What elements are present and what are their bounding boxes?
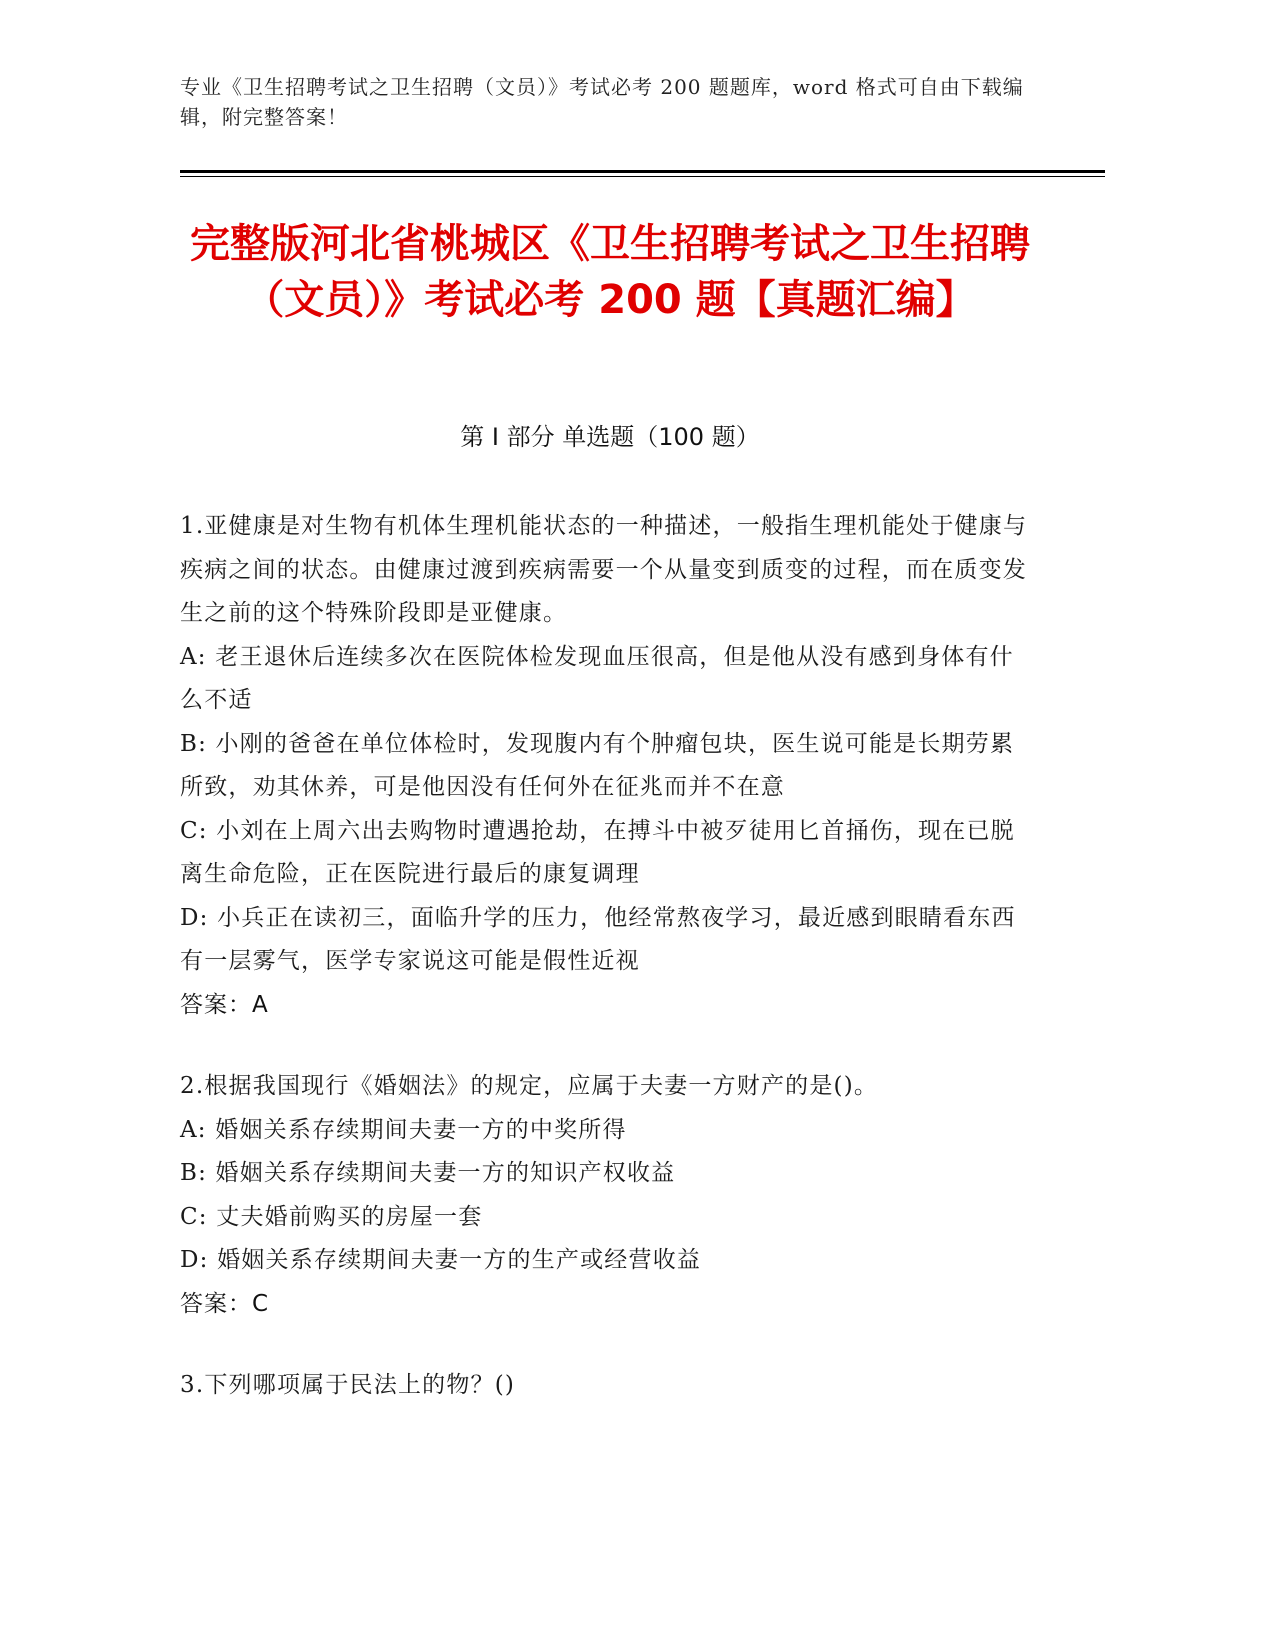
answer-text: 答案：C	[180, 1290, 270, 1317]
question-text: 3.下列哪项属于民法上的物？()	[180, 1372, 516, 1398]
option-c: C: 小刘在上周六出去购物时遭遇抢劫，在搏斗中被歹徒用匕首捅伤，现在已脱离生命危险，正在医院进行最后的康复调理	[180, 817, 1015, 887]
option-d: D: 婚姻关系存续期间夫妻一方的生产或经营收益	[180, 1247, 702, 1273]
question-item	[180, 505, 1030, 1027]
question-text: 2.根据我国现行《婚姻法》的规定，应属于夫妻一方财产的是()。	[180, 1073, 879, 1099]
option-d: D: 小兵正在读初三，面临升学的压力，他经常熬夜学习，最近感到眼睛看东西有一层雾气，医学专家说这可能是假性近视	[180, 904, 1016, 974]
option-a: A: 婚姻关系存续期间夫妻一方的中奖所得	[180, 1116, 627, 1143]
question-item	[180, 1364, 1030, 1408]
header-divider-thick	[180, 170, 1105, 173]
intro-text: 专业《卫生招聘考试之卫生招聘（文员）》考试必考 200 题题库，word 格式可自由下载编辑，附完整答案！	[180, 75, 1024, 129]
document-title: 完整版河北省桃城区《卫生招聘考试之卫生招聘（文员）》考试必考 200 题【真题汇编】	[190, 221, 1030, 323]
answer-text: 答案：A	[180, 991, 269, 1018]
option-a: A: 老王退休后连续多次在医院体检发现血压很高，但是他从没有感到身体有什么不适	[180, 643, 1014, 713]
option-c: C: 丈夫婚前购买的房屋一套	[180, 1203, 483, 1230]
header-divider-thin	[180, 176, 1105, 177]
option-b: B: 婚姻关系存续期间夫妻一方的知识产权收益	[180, 1160, 676, 1186]
question-item	[180, 1065, 1030, 1326]
question-list	[180, 505, 1030, 1446]
section-title: 第 I 部分 单选题（100 题）	[460, 423, 760, 451]
option-b: B: 小刚的爸爸在单位体检时，发现腹内有个肿瘤包块，医生说可能是长期劳累所致，劝其休养，可是他因没有任何外在征兆而并不在意	[180, 730, 1015, 800]
question-text: 1.亚健康是对生物有机体生理机能状态的一种描述，一般指生理机能处于健康与疾病之间的状态。由健康过渡到疾病需要一个从量变到质变的过程，而在质变发生之前的这个特殊阶段即是亚健康。	[180, 513, 1028, 626]
